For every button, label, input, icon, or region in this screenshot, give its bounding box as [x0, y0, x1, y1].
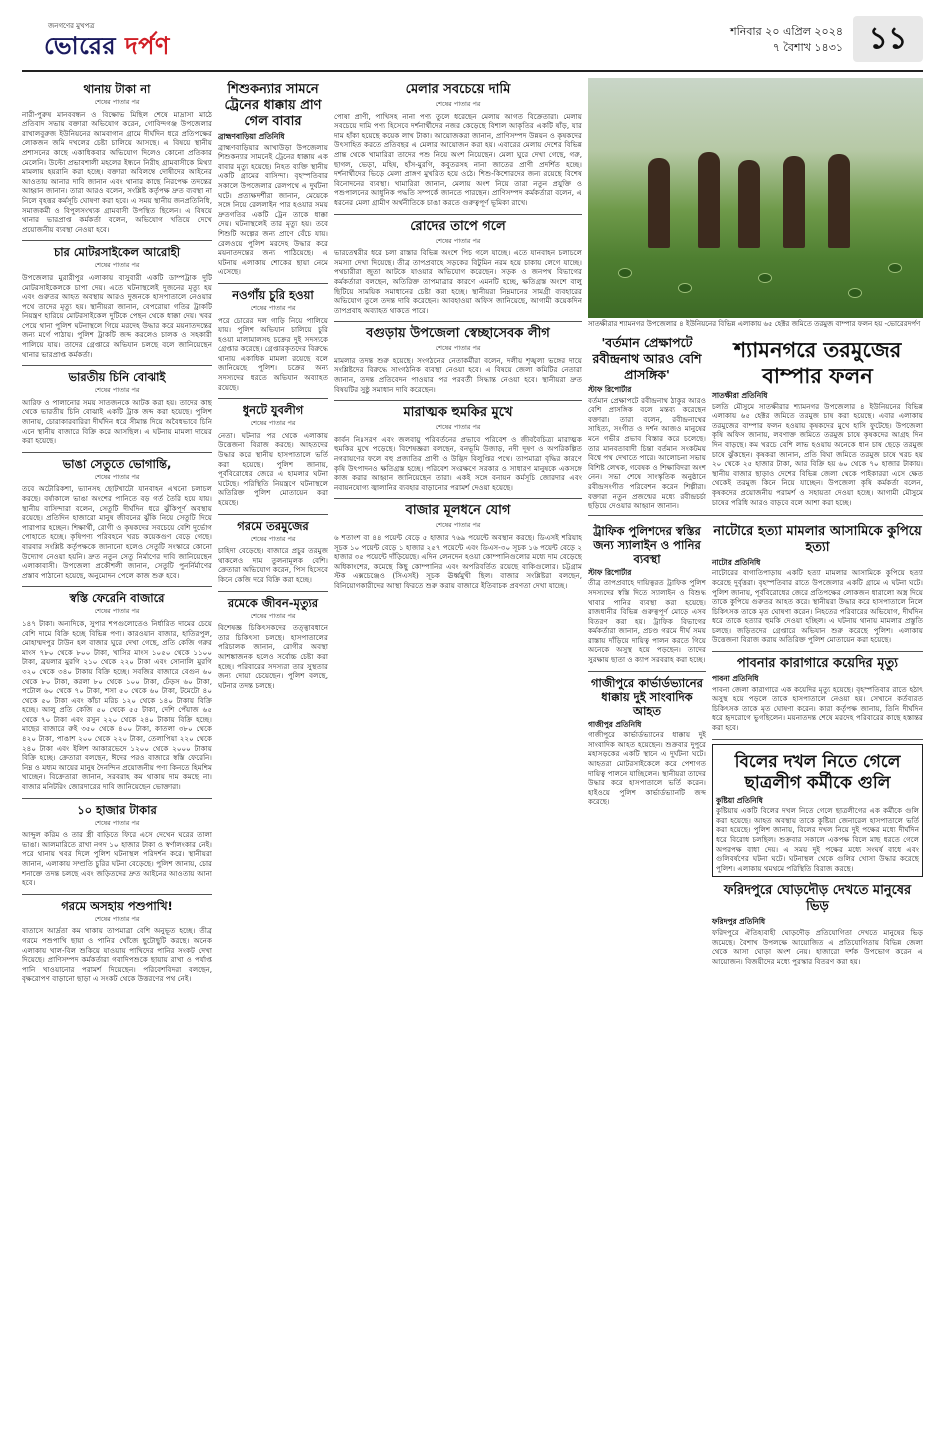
- divider: [22, 798, 212, 799]
- divider: [334, 498, 582, 499]
- issue-date-bengali: ৭ বৈশাখ ১৪৩১: [772, 41, 843, 54]
- story-byline: পাবনা প্রতিনিধি: [712, 674, 759, 684]
- divider: [22, 894, 212, 895]
- story-body: ব্রাহ্মণবাড়িয়ার আখাউড়া উপজেলায় শিশুকন্যার সামনেই ট্রেনের ধাক্কায় এক বাবার মৃত্যু হয়েছে। নিহত ব্যক্তি স্থানীয় একটি গ্রামের বাসিন্দা। বৃহস্পতিবার সকালে উপজেলার রেলপথে এ দুর্ঘটনা ঘটে। প্রত্যক্ষদর্শীরা জানান, মেয়েকে সঙ্গে নিয়ে রেললাইন পার হওয়ার সময় দ্রুতগতির একটি ট্রেন তাকে ধাক্কা দেয়। ঘটনাস্থলেই তার মৃত্যু হয়। তবে শিশুটি অল্পের জন্য প্রাণে বেঁচে যায়। রেলওয়ে পুলিশ মরদেহ উদ্ধার করে ময়নাতদন্তের জন্য পাঠিয়েছে। এ ঘটনায় এলাকায় শোকের ছায়া নেমে এসেছে।: [218, 142, 328, 277]
- page-number: ১১: [853, 16, 923, 62]
- story-headline: রমেকে জীবন-মৃত্যুর: [227, 595, 319, 610]
- story-market-capital: [334, 503, 582, 590]
- story-body: পরে চোরের দল গাড়ি নিয়ে পালিয়ে যায়। পুলিশ অভিযান চালিয়ে চুরি হওয়া মালামালসহ চক্রের দুই সদস্যকে গ্রেপ্তার করেছে। গ্রেপ্তারকৃতদের বিরুদ্ধে থানায় একাধিক মামলা রয়েছে বলে জানিয়েছে পুলিশ। চক্রের অন্য সদস্যদের ধরতে অভিযান অব্যাহত রয়েছে।: [218, 315, 328, 392]
- divider: [334, 214, 582, 215]
- story-rabindranath: [588, 333, 706, 511]
- story-headline: ভারতীয় চিনি বোঝাই: [68, 370, 166, 385]
- story-byline: সাতক্ষীরা প্রতিনিধি: [712, 391, 768, 400]
- divider: [588, 515, 923, 516]
- story-headline: রোদের তাপে গলে: [410, 218, 506, 234]
- story-body: উপজেলার মুরারীপুর এলাকায় বাসুবারী একটি ডাম্পট্রাক দুটি মোটরসাইকেলকে চাপা দেয়। এতে ঘটনাস্থলেই দুজনের মৃত্যু হয় এবং গুরুতর আহত অবস্থায় আরও দুজনকে হাসপাতালে নেওয়ার পথে তাদের মৃত্যু হয়। স্থানীয়রা জানান, বেপরোয়া গতির ট্রাকটি নিয়ন্ত্রণ হারিয়ে মোটরসাইকেল দুটিকে পেছন থেকে ধাক্কা দেয়। খবর পেয়ে থানা পুলিশ ঘটনাস্থলে গিয়ে মরদেহ উদ্ধার করে ময়নাতদন্তের জন্য মর্গে পাঠায়। পুলিশ ট্রাকটি জব্দ করলেও চালক ও সহকারী পালিয়ে যায়। তাদের গ্রেপ্তারে অভিযান চলছে বলে জানিয়েছেন থানার ভারপ্রাপ্ত কর্মকর্তা।: [22, 272, 212, 359]
- photo-caption: সাতক্ষীরার শ্যামনগর উপজেলার ৪ ইউনিয়নের বিভিন্ন এলাকায় ৬৫ হেক্টর জমিতে তরমুজ বাম্পার ফলন হয় -ভোরেরদর্পণ: [588, 320, 921, 328]
- story-body: পোষা প্রাণী, পাখিসহ নানা পণ্য তুলে ধরেছেন মেলায় আগত বিক্রেতারা। মেলায় সবচেয়ে দামি পণ্য হিসেবে দর্শনার্থীদের নজর কেড়েছে বিশাল আকৃতির একটি ষাঁড়, যার দাম হাঁকা হয়েছে কয়েক লাখ টাকা। আয়োজকরা জানান, প্রাণিসম্পদ উন্নয়ন ও কৃষকদের উৎসাহিত করতে প্রতিবছর এ মেলার আয়োজন করা হয়। এবারের মেলায় দেশের বিভিন্ন প্রান্ত থেকে খামারিরা তাদের পশু নিয়ে অংশ নিয়েছেন। মেলা ঘুরে দেখা গেছে, গরু, ছাগল, ভেড়া, মহিষ, হাঁস-মুরগি, কবুতরসহ নানা জাতের প্রাণী প্রদর্শিত হচ্ছে। দর্শনার্থীদের ভিড়ে মেলা প্রাঙ্গণ মুখরিত হয়ে ওঠে। শিশু-কিশোরদের জন্য রয়েছে বিশেষ বিনোদনের ব্যবস্থা। খামারিরা জানান, মেলায় অংশ নিয়ে তারা নতুন প্রযুক্তি ও পশুপালনের আধুনিক পদ্ধতি সম্পর্কে জানতে পারছেন। প্রাণিসম্পদ কর্মকর্তারা বলেন, এ ধরনের মেলা গ্রামীণ অর্থনীতিকে চাঙা করতে গুরুত্বপূর্ণ ভূমিকা রাখে।: [334, 111, 582, 207]
- story-headline: ধুনটে যুবলীগ: [242, 403, 304, 418]
- story-body: নারী-পুরুষ মানববন্ধন ও বিক্ষোভ মিছিল শেষে মাদ্রাসা মাঠে প্রতিবাদ সভায় বক্তারা অভিযোগ করেন, গোবিন্দগঞ্জ উপজেলার রাখালবুরুজ ইউনিয়নের আমবাগান গ্রামে দীর্ঘদিন ধরে প্রতিপক্ষের লোকজন জমি দখলের চেষ্টা চালিয়ে আসছে। এ বিষয়ে স্থানীয় প্রশাসনের কাছে একাধিকবার অভিযোগ দিলেও কোনো প্রতিকার মেলেনি। উল্টো প্রভাবশালী মহলের ইন্ধনে নিরীহ গ্রামবাসীকে মিথ্যা মামলায় হয়রানি করা হচ্ছে। বক্তারা অবিলম্বে দোষীদের আইনের আওতায় আনার দাবি জানান এবং থানার কাছে নিরপেক্ষ তদন্তের আহ্বান জানান। তারা আরও বলেন, সংশ্লিষ্ট কর্তৃপক্ষ দ্রুত ব্যবস্থা না নিলে বৃহত্তর কর্মসূচি ঘোষণা করা হবে। এ সময় স্থানীয় জনপ্রতিনিধি, সমাজকর্মী ও বিপুলসংখ্যক গ্রামবাসী উপস্থিত ছিলেন। এ বিষয়ে থানার ভারপ্রাপ্ত কর্মকর্তা বলেন, অভিযোগ খতিয়ে দেখে প্রয়োজনীয় ব্যবস্থা নেওয়া হবে।: [22, 109, 212, 234]
- divider: [218, 591, 328, 592]
- continued-label: শেষের পাতার পর: [94, 818, 140, 827]
- story-headline: নওগাঁয় চুরি হওয়া: [232, 287, 314, 302]
- story-headline: 'বর্তমান প্রেক্ষাপটে রবীন্দ্রনাথ আরও বেশি প্রাসঙ্গিক': [592, 335, 702, 382]
- story-headline: চার মোটরসাইকেল আরোহী: [53, 245, 181, 260]
- story-headline: গরমে অসহায় পশুপাখি!: [61, 898, 173, 913]
- story-body: বর্তমান প্রেক্ষাপটে রবীন্দ্রনাথ ঠাকুর আরও বেশি প্রাসঙ্গিক বলে মন্তব্য করেছেন বক্তারা। তারা বলেন, রবীন্দ্রনাথের সাহিত্য, সংগীত ও দর্শন আজও মানুষের মনে গভীর প্রভাব বিস্তার করে চলেছে। তার মানবতাবাদী চিন্তা বর্তমান সংকটময় বিশ্বে পথ দেখাতে পারে। আলোচনা সভায় বিশিষ্ট লেখক, গবেষক ও শিক্ষাবিদরা অংশ নেন। সভা শেষে সাংস্কৃতিক অনুষ্ঠানে রবীন্দ্রসংগীত পরিবেশন করেন শিল্পীরা। বক্তারা নতুন প্রজন্মের মধ্যে রবীন্দ্রচর্চা ছড়িয়ে দেওয়ার আহ্বান জানান।: [588, 395, 706, 511]
- story-body: মামলার তদন্ত শুরু হয়েছে। সংগঠনের নেতাকর্মীরা বলেন, দলীয় শৃঙ্খলা ভঙ্গের দায়ে সংশ্লিষ্টদের বিরুদ্ধে সাংগঠনিক ব্যবস্থা নেওয়া হবে। এ বিষয়ে জেলা কমিটির নেতারা জানান, তদন্ত প্রতিবেদন পাওয়ার পর পরবর্তী সিদ্ধান্ত নেওয়া হবে। স্থানীয়রা দ্রুত বিষয়টির সুষ্ঠু সমাধান দাবি করেছেন।: [334, 355, 582, 394]
- story-ten-thousand-taka: [22, 803, 212, 888]
- story-headline: ভাঙা সেতুতে ভোগান্তি,: [62, 456, 172, 471]
- left-stack: [588, 520, 706, 973]
- story-beel-shooting: [712, 744, 923, 878]
- story-body: তবে অটোরিকশা, ভ্যানসহ ছোটখাটো যানবাহন এখনো চলাচল করছে। বর্ষাকালে ভাঙা অংশের পানিতে বড় গর্ত তৈরি হয়ে যায়। স্থানীয় বাসিন্দারা বলেন, সেতুটি দীর্ঘদিন ধরে ঝুঁকিপূর্ণ অবস্থায় রয়েছে। প্রতিদিন হাজারো মানুষ জীবনের ঝুঁকি নিয়ে সেতুটি দিয়ে পারাপার হচ্ছেন। শিক্ষার্থী, রোগী ও কৃষকদের সবচেয়ে বেশি দুর্ভোগ পোহাতে হচ্ছে। কৃষিপণ্য পরিবহনে খরচ কয়েকগুণ বেড়ে গেছে। বারবার সংশ্লিষ্ট কর্তৃপক্ষকে জানানো হলেও সেতুটি সংস্কারে কোনো উদ্যোগ নেওয়া হয়নি। দ্রুত নতুন সেতু নির্মাণের দাবি জানিয়েছেন এলাকাবাসী। উপজেলা প্রকৌশলী জানান, সেতুটি পুনর্নির্মাণের প্রস্তাব পাঠানো হয়েছে, অনুমোদন পেলে কাজ শুরু হবে।: [22, 484, 212, 580]
- continued-label: শেষের পাতার পর: [94, 261, 140, 270]
- issue-date: [730, 24, 843, 56]
- story-headline: মারাত্মক হুমকির মুখে: [403, 405, 513, 421]
- story-road-melting: [334, 219, 582, 316]
- story-headline: ১০ হাজার টাকার: [77, 802, 157, 817]
- story-body: নেতা। ঘটনার পর থেকে এলাকায় উত্তেজনা বিরাজ করছে। আহতদের উদ্ধার করে স্থানীয় হাসপাতালে ভর্তি করা হয়েছে। পুলিশ জানায়, পূর্ববিরোধের জেরে এ হামলার ঘটনা ঘটেছে। পরিস্থিতি নিয়ন্ত্রণে ঘটনাস্থলে অতিরিক্ত পুলিশ মোতায়েন করা হয়েছে।: [218, 430, 328, 507]
- story-motorcycle: [22, 245, 212, 359]
- farmer-figure: [828, 154, 850, 248]
- continued-label: শেষের পাতার পর: [94, 386, 140, 395]
- continued-label: শেষের পাতার পর: [435, 100, 481, 108]
- continued-label: শেষের পাতার পর: [435, 423, 481, 432]
- story-body: ৬ শতাংশ বা ৪৪ পয়েন্ট বেড়ে ৫ হাজার ৭৬৯ পয়েন্টে অবস্থান করছে। ডিএসই শরিয়াহ সূচক ১০ পয়েন্ট বেড়ে ১ হাজার ২৫৭ পয়েন্টে এবং ডিএস-৩০ সূচক ১৬ পয়েন্ট বেড়ে ২ হাজার ৩৫ পয়েন্টে দাঁড়িয়েছে। এদিন লেনদেন হওয়া কোম্পানিগুলোর মধ্যে দাম বেড়েছে অধিকাংশের, কমেছে কিছু কোম্পানির এবং অপরিবর্তিত রয়েছে বাকিগুলোর। চট্টগ্রাম স্টক এক্সচেঞ্জেও (সিএসই) সূচক ঊর্ধ্বমুখী ছিল। বাজার সংশ্লিষ্টরা বলছেন, বিনিয়োগকারীদের আস্থা ফিরতে শুরু করায় বাজারে ইতিবাচক প্রবণতা দেখা যাচ্ছে।: [334, 533, 582, 590]
- masthead: [22, 14, 923, 72]
- farmer-figure: [783, 156, 805, 248]
- newspaper-logo: [32, 18, 232, 62]
- story-byline: কুষ্টিয়া প্রতিনিধি: [716, 795, 763, 805]
- story-indian-sugar: [22, 370, 212, 446]
- story-watermelon-heat: [218, 519, 328, 585]
- story-gazipur-journalists: [588, 676, 706, 807]
- story-body: বাতাসে আর্দ্রতা কম থাকায় তাপমাত্রা বেশি অনুভূত হচ্ছে। তীব্র গরমে পশুপাখি ছায়া ও পানির খোঁজে ছুটোছুটি করছে। অনেক এলাকায় খাল-বিল শুকিয়ে যাওয়ায় পাখিদের পানির সংকট দেখা দিয়েছে। প্রাণিসম্পদ কর্মকর্তারা গবাদিপশুকে ছায়ায় রাখা ও পর্যাপ্ত পানি খাওয়ানোর পরামর্শ দিয়েছেন। পরিবেশবিদরা বলছেন, বৃক্ষরোপণ বাড়ানো ছাড়া এ সংকট থেকে উত্তরণের পথ নেই।: [22, 926, 212, 984]
- lead-headline: শ্যামনগরে তরমুজের বাম্পার ফলন: [733, 338, 902, 388]
- story-body: ফরিদপুরে ঐতিহ্যবাহী ঘোড়দৌড় প্রতিযোগিতা দেখতে মানুষের ভিড় জমেছে। বৈশাখ উপলক্ষে আয়োজিত এ প্রতিযোগিতায় বিভিন্ন জেলা থেকে আসা ঘোড়া অংশ নেয়। হাজারো দর্শক উপভোগ করেন এ আয়োজন। বিজয়ীদের মধ্যে পুরস্কার বিতরণ করা হয়।: [712, 927, 923, 966]
- story-body: নাটোরের বাগাতিপাড়ায় একটি হত্যা মামলার আসামিকে কুপিয়ে হত্যা করেছে দুর্বৃত্তরা। বৃহস্পতিবার রাতে উপজেলার একটি গ্রামে এ ঘটনা ঘটে। পুলিশ জানায়, পূর্ববিরোধের জেরে প্রতিপক্ষের লোকজন ধারালো অস্ত্র দিয়ে তাকে কুপিয়ে গুরুতর আহত করে। স্থানীয়রা উদ্ধার করে হাসপাতালে নিলে চিকিৎসক তাকে মৃত ঘোষণা করেন। নিহতের পরিবারের অভিযোগ, দীর্ঘদিন ধরে তাকে হত্যার হুমকি দেওয়া হচ্ছিল। এ ঘটনায় থানায় মামলার প্রস্তুতি চলছে। জড়িতদের গ্রেপ্তারে অভিযান শুরু করেছে পুলিশ। এলাকায় উত্তেজনা বিরাজ করায় অতিরিক্ত পুলিশ মোতায়েন করা হয়েছে।: [712, 568, 923, 645]
- newspaper-name-part1: ভোরের: [44, 32, 125, 60]
- watermelon: [618, 268, 632, 278]
- column-1: [22, 78, 212, 1440]
- continued-label: শেষের পাতার পর: [435, 521, 481, 530]
- story-headline: গাজীপুরে কার্ভার্ডভ্যানের ধাক্কায় দুই সাংবাদিক আহত: [590, 675, 703, 718]
- story-ramek: [218, 596, 328, 691]
- story-shyamnagar-watermelon: [712, 333, 923, 511]
- continued-label: শেষের পাতার পর: [250, 534, 296, 543]
- story-broken-bridge: [22, 457, 212, 581]
- story-market-prices: [22, 591, 212, 791]
- story-body: কার্বন নিঃসরণ এবং জলবায়ু পরিবর্তনের প্রভাবে পরিবেশ ও জীববৈচিত্র্য মারাত্মক হুমকির মুখে পড়েছে। বিশেষজ্ঞরা বলছেন, বনভূমি উজাড়, নদী দূষণ ও অপরিকল্পিত নগরায়ণের ফলে বহু প্রজাতির প্রাণী ও উদ্ভিদ বিলুপ্তির পথে। তাপমাত্রা বৃদ্ধির কারণে কৃষি উৎপাদনও ক্ষতিগ্রস্ত হচ্ছে। পরিবেশ সংরক্ষণে সরকার ও সাধারণ মানুষকে একসঙ্গে কাজ করার আহ্বান জানিয়েছেন তারা। একই সঙ্গে বনায়ন কর্মসূচি জোরদার এবং নবায়নযোগ্য জ্বালানির ব্যবহার বাড়ানোর পরামর্শ দেওয়া হয়েছে।: [334, 434, 582, 492]
- divider: [22, 240, 212, 241]
- farmer-figure: [698, 152, 720, 248]
- story-byline: স্টাফ রিপোর্টার: [588, 385, 632, 394]
- story-animals-heat: [22, 899, 212, 984]
- story-headline: বিলের দখল নিতে গেলে ছাত্রলীগ কর্মীকে গুলি: [734, 751, 901, 793]
- farmer-figure: [648, 158, 670, 248]
- story-headline: ফরিদপুরে ঘোড়দৌড় দেখতে মানুষের ভিড়: [723, 883, 912, 915]
- story-headline: নাটোরে হত্যা মামলার আসামিকে কুপিয়ে হত্যা: [713, 523, 922, 555]
- right-stack: [712, 520, 923, 973]
- column-2: [218, 78, 328, 1440]
- story-headline: মেলার সবচেয়ে দামি: [405, 82, 511, 97]
- story-body: আব্দুল করিম ও তার স্ত্রী বাড়িতে ফিরে এসে দেখেন ঘরের তালা ভাঙা। আলমারিতে রাখা নগদ ১০ হাজার টাকা ও স্বর্ণালংকার নেই। পরে থানায় খবর দিলে পুলিশ ঘটনাস্থল পরিদর্শন করে। স্থানীয়রা জানান, এলাকায় সম্প্রতি চুরির ঘটনা বেড়েছে। পুলিশ জানায়, চোর শনাক্তে তদন্ত চলছে এবং জড়িতদের দ্রুত আইনের আওতায় আনা হবে।: [22, 830, 212, 888]
- story-thanay-taka: [22, 82, 212, 234]
- story-body: চাহিদা বেড়েছে। বাজারে প্রচুর তরমুজ থাকলেও দাম তুলনামূলক বেশি। ক্রেতারা অভিযোগ করেন, পিস হিসেবে কিনে কেজি দরে বিক্রি করা হচ্ছে।: [218, 546, 328, 584]
- story-byline: নাটোর প্রতিনিধি: [712, 557, 761, 567]
- continued-label: শেষের পাতার পর: [250, 419, 296, 428]
- continued-label: শেষের পাতার পর: [94, 98, 140, 106]
- story-serious-threat: [334, 405, 582, 492]
- continued-label: শেষের পাতার পর: [94, 914, 140, 923]
- story-byline: ফরিদপুর প্রতিনিধি: [712, 917, 766, 927]
- divider: [712, 739, 923, 740]
- story-traffic-police: [588, 524, 706, 665]
- divider: [218, 283, 328, 284]
- divider: [22, 452, 212, 453]
- continued-label: শেষের পাতার পর: [250, 611, 296, 620]
- story-byline: ব্রাহ্মণবাড়িয়া প্রতিনিধি: [218, 132, 285, 141]
- story-body: ১৪৭ টাকা। অন্যদিকে, সুপার শপগুলোতেও নির্ধারিত দামের চেয়ে বেশি দামে বিক্রি হচ্ছে বিভিন্ন পণ্য। কারওয়ান বাজার, হাতিরপুল, মোহাম্মদপুর টাউন হল বাজার ঘুরে দেখা গেছে, প্রতি কেজি গরুর মাংস ৭৮০ থেকে ৮০০ টাকা, খাসির মাংস ১০৫০ থেকে ১১০০ টাকা, ব্রয়লার মুরগি ২১০ থেকে ২২০ টাকা এবং সোনালি মুরগি ৩২০ থেকে ৩৪০ টাকায় বিক্রি হচ্ছে। সবজির বাজারে বেগুন ৬০ থেকে ৮০ টাকা, করলা ৮০ থেকে ১০০ টাকা, ঢেঁড়স ৬০ টাকা, পটোল ৬০ থেকে ৭০ টাকা, শসা ৫০ থেকে ৬০ টাকা, টমেটো ৪০ থেকে ৫০ টাকা এবং কাঁচা মরিচ ১২০ থেকে ১৪০ টাকায় বিক্রি হচ্ছে। আলু প্রতি কেজি ৫০ থেকে ৫৫ টাকা, দেশি পেঁয়াজ ৬৫ থেকে ৭০ টাকা এবং রসুন ২২০ থেকে ২৪০ টাকায় বিক্রি হচ্ছে। মাছের বাজারে রুই ৩৫০ থেকে ৪০০ টাকা, কাতলা ৩৮০ থেকে ৪২০ টাকা, পাঙাশ ২০০ থেকে ২২০ টাকা, তেলাপিয়া ২২০ থেকে ২৪০ টাকা এবং ইলিশ আকারভেদে ১২০০ থেকে ২০০০ টাকায় বিক্রি হচ্ছে। ক্রেতারা বলছেন, ঈদের পরও বাজারে স্বস্তি ফেরেনি। নিম্ন ও মধ্যম আয়ের মানুষ দৈনন্দিন প্রয়োজনীয় পণ্য কিনতে হিমশিম খাচ্ছেন। বিক্রেতারা জানান, সরবরাহ কম থাকায় দাম কমছে না। বাজার মনিটরিং জোরদারের দাবি জানিয়েছেন ভোক্তারা।: [22, 618, 212, 792]
- divider: [712, 651, 923, 652]
- divider: [334, 321, 582, 322]
- story-body: চলতি মৌসুমে সাতক্ষীরার শ্যামনগর উপজেলার ৪ ইউনিয়নের বিভিন্ন এলাকায় ৬৫ হেক্টর জমিতে তরমুজ চাষ করা হয়েছে। এবার এলাকায় তরমুজের বাম্পার ফলন হওয়ায় কৃষকদের মুখে হাসি ফুটেছে। উপজেলা কৃষি অফিস জানায়, লবণাক্ত জমিতে তরমুজ চাষে কৃষকদের আগ্রহ দিন দিন বাড়ছে। কম খরচে বেশি লাভ হওয়ায় অনেকে ধান চাষ ছেড়ে তরমুজ চাষে ঝুঁকছেন। কৃষকরা জানান, প্রতি বিঘা জমিতে তরমুজ চাষে খরচ হয় ২০ থেকে ২৫ হাজার টাকা, আর বিক্রি হয় ৬০ থেকে ৭০ হাজার টাকায়। স্থানীয় বাজার ছাড়াও দেশের বিভিন্ন জেলা থেকে পাইকাররা এসে ক্ষেত থেকেই তরমুজ কিনে নিয়ে যাচ্ছেন। উপজেলা কৃষি কর্মকর্তা বলেন, কৃষকদের প্রয়োজনীয় পরামর্শ ও সহায়তা দেওয়া হচ্ছে। আগামী মৌসুমে চাষের পরিধি আরও বাড়বে বলে আশা করা হচ্ছে।: [712, 401, 923, 507]
- story-faridpur-horse-race: [712, 883, 923, 966]
- story-headline: ট্রাফিক পুলিশদের স্বস্তির জন্য স্যালাইন ও পানির ব্যবস্থা: [593, 523, 701, 566]
- story-headline: পাবনার কারাগারে কয়েদির মৃত্যু: [737, 656, 898, 672]
- watermelon: [678, 283, 692, 293]
- story-headline: বগুড়ায় উপজেলা স্বেচ্ছাসেবক লীগ: [366, 326, 550, 342]
- masthead-tagline: জনগণের মুখপত্র: [48, 22, 95, 30]
- divider: [22, 365, 212, 366]
- story-body: পাবনা জেলা কারাগারে এক কয়েদির মৃত্যু হয়েছে। বৃহস্পতিবার রাতে হঠাৎ অসুস্থ হয়ে পড়লে তাকে হাসপাতালে নেওয়া হয়। সেখানে কর্তব্যরত চিকিৎসক তাকে মৃত ঘোষণা করেন। কারা কর্তৃপক্ষ জানায়, তিনি দীর্ঘদিন ধরে হৃদরোগে ভুগছিলেন। ময়নাতদন্ত শেষে মরদেহ পরিবারের কাছে হস্তান্তর করা হবে।: [712, 684, 923, 733]
- feature-row: [588, 333, 923, 511]
- story-headline: থানায় টাকা না: [83, 82, 151, 96]
- issue-date-gregorian: শনিবার ২০ এপ্রিল ২০২৪: [730, 25, 843, 38]
- story-dhunat-jubo-league: [218, 403, 328, 507]
- watermelon-field-photo: [588, 78, 923, 318]
- continued-label: শেষের পাতার পর: [94, 607, 140, 616]
- story-pabna-prison: [712, 656, 923, 733]
- news-row: [588, 520, 923, 973]
- story-headline: বাজার মূলধনে যোগ: [405, 503, 511, 519]
- story-byline: গাজীপুর প্রতিনিধি: [588, 719, 642, 729]
- story-headline: শিশুকন্যার সামনে ট্রেনের ধাক্কায় প্রাণ গেল বাবার: [224, 82, 322, 129]
- story-body: বিশেষজ্ঞ চিকিৎসকদের তত্ত্বাবধানে তার চিকিৎসা চলছে। হাসপাতালের পরিচালক জানান, রোগীর অবস্থা আশঙ্কাজনক হলেও সর্বোচ্চ চেষ্টা করা হচ্ছে। পরিবারের সদস্যরা তার সুস্থতার জন্য দোয়া চেয়েছেন। পুলিশ বলছে, ঘটনার তদন্ত চলছে।: [218, 623, 328, 690]
- story-train-accident: [218, 82, 328, 277]
- newspaper-name-part2: দর্পণ: [124, 32, 170, 60]
- story-byline: স্টাফ রিপোর্টার: [588, 567, 632, 577]
- watermelon: [758, 273, 772, 283]
- farmer-figure: [738, 160, 760, 248]
- watermelon: [888, 263, 902, 273]
- story-natore-murder: [712, 524, 923, 645]
- newspaper-name: [44, 28, 170, 68]
- divider: [218, 514, 328, 515]
- divider: [218, 398, 328, 399]
- watermelon: [848, 288, 862, 298]
- story-headline: গরমে তরমুজের: [237, 518, 309, 533]
- continued-label: শেষের পাতার পর: [250, 303, 296, 312]
- continued-label: শেষের পাতার পর: [435, 236, 481, 245]
- story-naogaon-theft: [218, 288, 328, 392]
- story-body: কুষ্টিয়ায় একটি বিলের দখল নিতে গেলে ছাত্রলীগের এক কর্মীকে গুলি করা হয়েছে। আহত অবস্থায় তাকে কুষ্টিয়া জেনারেল হাসপাতালে ভর্তি করা হয়েছে। পুলিশ জানায়, বিলের দখল নিয়ে দুই পক্ষের মধ্যে দীর্ঘদিন ধরে বিরোধ চলছিল। শুক্রবার সকালে একপক্ষ বিলে মাছ ধরতে গেলে অপরপক্ষ বাধা দেয়। এ সময় দুই পক্ষের মধ্যে সংঘর্ষ বাধে এবং গুলিবর্ষণের ঘটনা ঘটে। ঘটনাস্থল থেকে গুলির খোসা উদ্ধার করেছে পুলিশ। এলাকায় থমথমে পরিস্থিতি বিরাজ করছে।: [716, 806, 919, 873]
- divider: [588, 671, 706, 672]
- column-4: [588, 78, 923, 1440]
- divider: [22, 586, 212, 587]
- continued-label: শেষের পাতার পর: [435, 344, 481, 353]
- story-body: তীব্র তাপপ্রবাহে দায়িত্বরত ট্রাফিক পুলিশ সদস্যদের স্বস্তি দিতে স্যালাইন ও বিশুদ্ধ খাবার পানির ব্যবস্থা করা হয়েছে। রাজধানীর বিভিন্ন গুরুত্বপূর্ণ মোড়ে এসব বিতরণ করা হয়। ট্রাফিক বিভাগের কর্মকর্তারা জানান, প্রচণ্ড গরমে দীর্ঘ সময় রাস্তায় দাঁড়িয়ে দায়িত্ব পালন করতে গিয়ে অনেকে অসুস্থ হয়ে পড়ছেন। তাদের সুরক্ষায় ছাতা ও ক্যাপ সরবরাহ করা হচ্ছে।: [588, 578, 706, 665]
- story-body: ভারতেশ্বরীর ধরে চলা রাস্তার বিভিন্ন অংশে পিচ গলে যাচ্ছে। এতে যানবাহন চলাচলে সমস্যা দেখা দিয়েছে। তীব্র তাপপ্রবাহে সড়কের বিটুমিন নরম হয়ে চাকায় লেগে যাচ্ছে। পথচারীরা জুতা আটকে যাওয়ার অভিযোগ করেছেন। সড়ক ও জনপথ বিভাগের কর্মকর্তারা বলছেন, অতিরিক্ত তাপমাত্রার কারণে এমনটি হচ্ছে, ক্ষতিগ্রস্ত অংশে বালু ছিটিয়ে সাময়িক সমাধানের চেষ্টা করা হচ্ছে। স্থানীয়রা নিম্নমানের সামগ্রী ব্যবহারের অভিযোগ তুলে তদন্ত দাবি করেছেন। আবহাওয়া অফিস জানিয়েছে, আগামী কয়েকদিন তাপপ্রবাহ অব্যাহত থাকতে পারে।: [334, 248, 582, 315]
- story-body: গাজীপুরে কার্ভার্ডভ্যানের ধাক্কায় দুই সাংবাদিক আহত হয়েছেন। শুক্রবার দুপুরে মহাসড়কের একটি স্থানে এ দুর্ঘটনা ঘটে। আহতরা মোটরসাইকেলে করে পেশাগত দায়িত্ব পালনে যাচ্ছিলেন। স্থানীয়রা তাদের উদ্ধার করে হাসপাতালে ভর্তি করেন। হাইওয়ে পুলিশ কার্ভার্ডভ্যানটি জব্দ করেছে।: [588, 730, 706, 807]
- story-bogura-league: [334, 326, 582, 394]
- continued-label: শেষের পাতার পর: [94, 472, 140, 481]
- story-body: আরিফ ও পালানোর সময় সাতজনকে আটক করা হয়। তাদের কাছ থেকে ভারতীয় চিনি বোঝাই একটি ট্রাক জব্দ করা হয়েছে। পুলিশ জানায়, চোরাকারবারিরা দীর্ঘদিন ধরে সীমান্ত দিয়ে অবৈধভাবে চিনি এনে স্থানীয় বাজারে বিক্রি করে আসছিল। এ ঘটনায় মামলা দায়ের করা হয়েছে।: [22, 397, 212, 446]
- story-fair-costliest: [334, 82, 582, 208]
- divider: [334, 400, 582, 401]
- story-headline: স্বস্তি ফেরেনি বাজারে: [69, 591, 165, 606]
- column-3: [334, 78, 582, 1440]
